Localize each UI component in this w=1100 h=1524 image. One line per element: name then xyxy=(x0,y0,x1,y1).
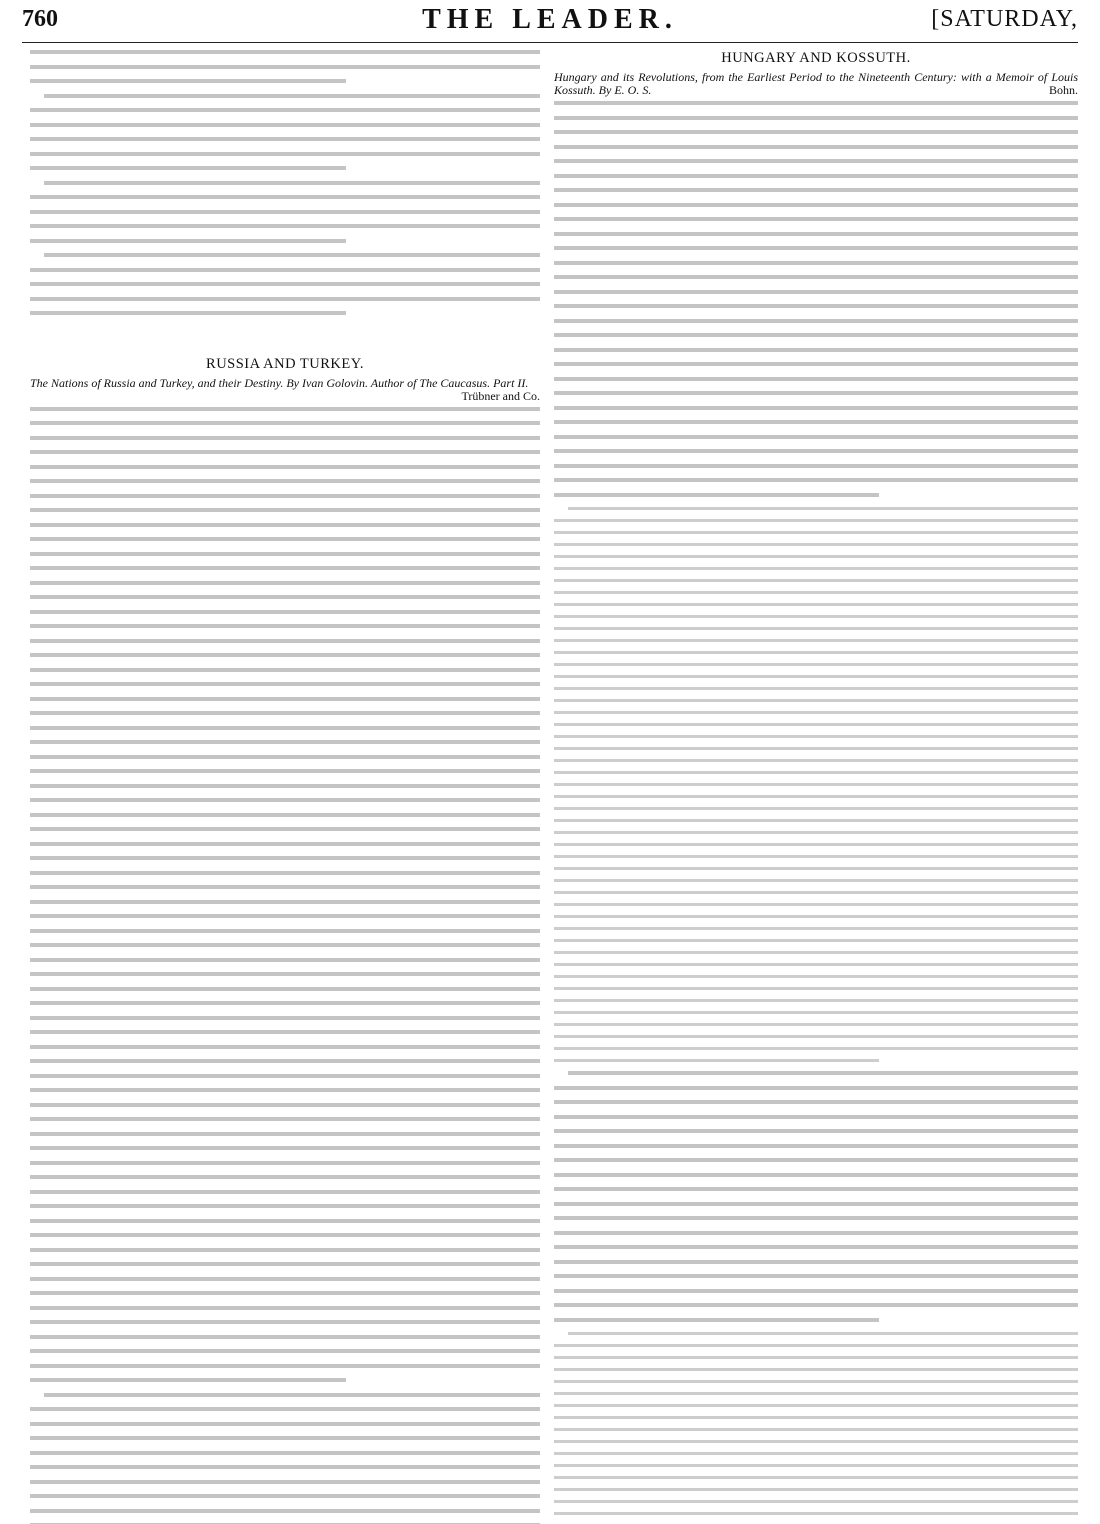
page-number: 760 xyxy=(22,6,58,32)
issue-day: [SATURDAY, xyxy=(931,6,1078,32)
masthead-rule xyxy=(22,42,1078,43)
citation-text: Hungary and its Revolutions, from the Earliest Period to the Nineteenth Century: with a Memoir of Louis Kossuth. By E. O. S. xyxy=(554,70,1078,97)
citation-text: The Nations of Russia and Turkey, and their Destiny. By Ivan Golovin. Author of The Caucasus. Part II. xyxy=(30,375,529,390)
left-column xyxy=(30,50,540,1524)
right-column xyxy=(554,50,1078,1524)
article-heading: HUNGARY AND KOSSUTH. xyxy=(721,50,911,66)
article-intro xyxy=(554,101,1078,497)
article-body xyxy=(30,407,540,1524)
publisher: Trübner and Co. xyxy=(461,388,540,403)
publisher: Bohn. xyxy=(1048,83,1078,97)
book-citation xyxy=(554,71,1078,97)
article-continuation xyxy=(554,1071,1078,1322)
newspaper-title: THE LEADER. xyxy=(422,4,678,35)
kossuth-quotation xyxy=(554,1332,1078,1515)
masthead xyxy=(22,4,1078,38)
article-heading: RUSSIA AND TURKEY. xyxy=(206,355,364,372)
left-column-opening-text xyxy=(30,50,540,315)
quoted-extract xyxy=(554,507,1078,1062)
book-citation xyxy=(30,377,540,403)
